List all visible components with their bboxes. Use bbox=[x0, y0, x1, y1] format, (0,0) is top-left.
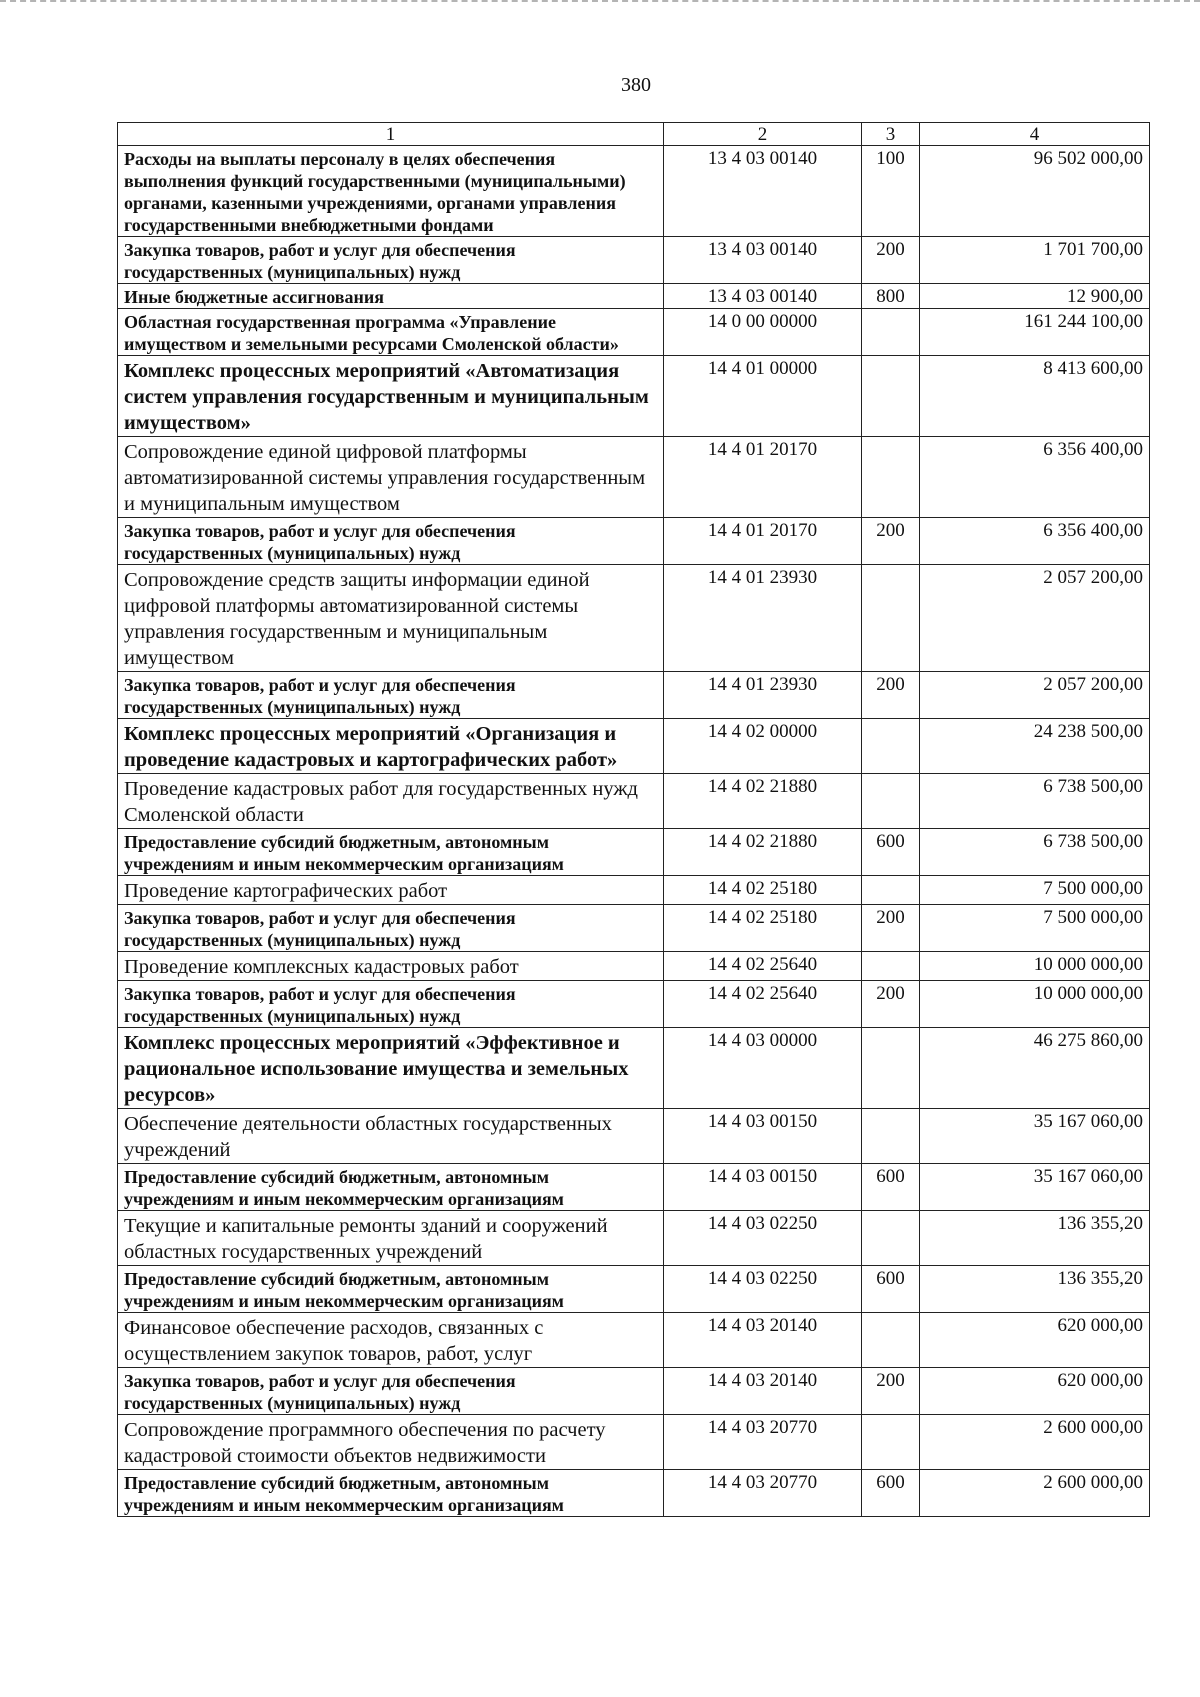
row-expense-type-cell: 800 bbox=[862, 284, 920, 309]
row-code-cell: 14 4 02 25640 bbox=[664, 981, 862, 1028]
row-name-cell: Сопровождение единой цифровой платформы автоматизированной системы управления государственным и муниципальным имуществом bbox=[118, 437, 664, 518]
row-name-cell: Предоставление субсидий бюджетным, автономным учреждениям и иным некоммерческим организациям bbox=[118, 1266, 664, 1313]
row-code-cell: 14 4 03 00000 bbox=[664, 1028, 862, 1109]
row-expense-type-cell bbox=[862, 952, 920, 981]
row-code-cell: 14 4 03 00150 bbox=[664, 1164, 862, 1211]
row-expense-type-cell bbox=[862, 437, 920, 518]
row-code-cell: 14 4 01 20170 bbox=[664, 518, 862, 565]
row-name-cell: Областная государственная программа «Управление имуществом и земельными ресурсами Смоленской области» bbox=[118, 309, 664, 356]
table-row bbox=[118, 1266, 1150, 1313]
row-name-cell: Сопровождение средств защиты информации единой цифровой платформы автоматизированной системы управления государственным и муниципальным имуществом bbox=[118, 565, 664, 672]
table-row bbox=[118, 309, 1150, 356]
budget-table bbox=[117, 122, 1150, 1517]
row-expense-type-cell bbox=[862, 309, 920, 356]
row-code-cell: 14 4 01 23930 bbox=[664, 672, 862, 719]
row-amount-cell: 7 500 000,00 bbox=[920, 876, 1150, 905]
row-name-cell: Сопровождение программного обеспечения по расчету кадастровой стоимости объектов недвижимости bbox=[118, 1415, 664, 1470]
row-name-cell: Закупка товаров, работ и услуг для обеспечения государственных (муниципальных) нужд bbox=[118, 981, 664, 1028]
row-name-cell: Финансовое обеспечение расходов, связанных с осуществлением закупок товаров, работ, услуг bbox=[118, 1313, 664, 1368]
table-row bbox=[118, 774, 1150, 829]
row-code-cell: 14 4 02 25180 bbox=[664, 905, 862, 952]
row-code-cell: 14 4 03 20770 bbox=[664, 1415, 862, 1470]
row-code-cell: 13 4 03 00140 bbox=[664, 237, 862, 284]
table-row bbox=[118, 565, 1150, 672]
row-name-cell: Текущие и капитальные ремонты зданий и сооружений областных государственных учреждений bbox=[118, 1211, 664, 1266]
row-expense-type-cell: 600 bbox=[862, 829, 920, 876]
row-expense-type-cell: 200 bbox=[862, 1368, 920, 1415]
row-expense-type-cell bbox=[862, 719, 920, 774]
table-row bbox=[118, 905, 1150, 952]
row-expense-type-cell: 200 bbox=[862, 237, 920, 284]
row-expense-type-cell bbox=[862, 774, 920, 829]
row-name-cell: Проведение картографических работ bbox=[118, 876, 664, 905]
row-amount-cell: 24 238 500,00 bbox=[920, 719, 1150, 774]
row-expense-type-cell bbox=[862, 565, 920, 672]
row-expense-type-cell: 100 bbox=[862, 146, 920, 237]
table-row bbox=[118, 1368, 1150, 1415]
row-code-cell: 14 4 02 25180 bbox=[664, 876, 862, 905]
row-expense-type-cell bbox=[862, 1313, 920, 1368]
row-code-cell: 14 4 02 25640 bbox=[664, 952, 862, 981]
column-header-4: 4 bbox=[920, 123, 1150, 146]
row-code-cell: 13 4 03 00140 bbox=[664, 146, 862, 237]
row-code-cell: 14 4 03 20770 bbox=[664, 1470, 862, 1517]
row-name-cell: Закупка товаров, работ и услуг для обеспечения государственных (муниципальных) нужд bbox=[118, 1368, 664, 1415]
row-expense-type-cell bbox=[862, 1415, 920, 1470]
table-row bbox=[118, 1415, 1150, 1470]
row-expense-type-cell: 600 bbox=[862, 1164, 920, 1211]
row-code-cell: 14 0 00 00000 bbox=[664, 309, 862, 356]
row-expense-type-cell: 200 bbox=[862, 981, 920, 1028]
table-row bbox=[118, 876, 1150, 905]
row-expense-type-cell: 200 bbox=[862, 518, 920, 565]
row-name-cell: Проведение кадастровых работ для государственных нужд Смоленской области bbox=[118, 774, 664, 829]
table-row bbox=[118, 719, 1150, 774]
row-amount-cell: 96 502 000,00 bbox=[920, 146, 1150, 237]
row-expense-type-cell bbox=[862, 1211, 920, 1266]
row-amount-cell: 620 000,00 bbox=[920, 1313, 1150, 1368]
table-row bbox=[118, 1211, 1150, 1266]
row-amount-cell: 2 057 200,00 bbox=[920, 565, 1150, 672]
row-expense-type-cell: 600 bbox=[862, 1266, 920, 1313]
row-name-cell: Комплекс процессных мероприятий «Организация и проведение кадастровых и картографических работ» bbox=[118, 719, 664, 774]
row-amount-cell: 35 167 060,00 bbox=[920, 1164, 1150, 1211]
row-code-cell: 14 4 02 00000 bbox=[664, 719, 862, 774]
row-code-cell: 14 4 02 21880 bbox=[664, 774, 862, 829]
row-code-cell: 14 4 03 00150 bbox=[664, 1109, 862, 1164]
row-name-cell: Комплекс процессных мероприятий «Эффективное и рациональное использование имущества и земельных ресурсов» bbox=[118, 1028, 664, 1109]
row-name-cell: Закупка товаров, работ и услуг для обеспечения государственных (муниципальных) нужд bbox=[118, 672, 664, 719]
row-amount-cell: 161 244 100,00 bbox=[920, 309, 1150, 356]
table-row bbox=[118, 672, 1150, 719]
table-row bbox=[118, 356, 1150, 437]
row-name-cell: Обеспечение деятельности областных государственных учреждений bbox=[118, 1109, 664, 1164]
table-row bbox=[118, 829, 1150, 876]
row-amount-cell: 46 275 860,00 bbox=[920, 1028, 1150, 1109]
row-amount-cell: 2 600 000,00 bbox=[920, 1470, 1150, 1517]
row-code-cell: 14 4 01 20170 bbox=[664, 437, 862, 518]
scan-edge-line bbox=[0, 0, 1200, 5]
row-amount-cell: 2 057 200,00 bbox=[920, 672, 1150, 719]
row-name-cell: Закупка товаров, работ и услуг для обеспечения государственных (муниципальных) нужд bbox=[118, 518, 664, 565]
table-body bbox=[118, 146, 1150, 1517]
row-name-cell: Предоставление субсидий бюджетным, автономным учреждениям и иным некоммерческим организациям bbox=[118, 829, 664, 876]
row-code-cell: 14 4 03 02250 bbox=[664, 1211, 862, 1266]
row-name-cell: Иные бюджетные ассигнования bbox=[118, 284, 664, 309]
column-header-2: 2 bbox=[664, 123, 862, 146]
row-expense-type-cell bbox=[862, 356, 920, 437]
row-amount-cell: 6 738 500,00 bbox=[920, 774, 1150, 829]
page-number: 380 bbox=[621, 74, 651, 96]
row-code-cell: 14 4 03 02250 bbox=[664, 1266, 862, 1313]
row-amount-cell: 136 355,20 bbox=[920, 1211, 1150, 1266]
row-amount-cell: 6 356 400,00 bbox=[920, 518, 1150, 565]
row-expense-type-cell bbox=[862, 1028, 920, 1109]
row-code-cell: 14 4 03 20140 bbox=[664, 1368, 862, 1415]
table-row bbox=[118, 518, 1150, 565]
row-amount-cell: 2 600 000,00 bbox=[920, 1415, 1150, 1470]
table-row bbox=[118, 1313, 1150, 1368]
table-row bbox=[118, 437, 1150, 518]
row-amount-cell: 620 000,00 bbox=[920, 1368, 1150, 1415]
row-name-cell: Предоставление субсидий бюджетным, автономным учреждениям и иным некоммерческим организациям bbox=[118, 1470, 664, 1517]
table-row bbox=[118, 146, 1150, 237]
row-code-cell: 14 4 03 20140 bbox=[664, 1313, 862, 1368]
row-expense-type-cell: 200 bbox=[862, 672, 920, 719]
table-row bbox=[118, 952, 1150, 981]
row-amount-cell: 6 356 400,00 bbox=[920, 437, 1150, 518]
row-amount-cell: 10 000 000,00 bbox=[920, 952, 1150, 981]
row-expense-type-cell bbox=[862, 1109, 920, 1164]
row-amount-cell: 6 738 500,00 bbox=[920, 829, 1150, 876]
row-name-cell: Закупка товаров, работ и услуг для обеспечения государственных (муниципальных) нужд bbox=[118, 237, 664, 284]
row-name-cell: Закупка товаров, работ и услуг для обеспечения государственных (муниципальных) нужд bbox=[118, 905, 664, 952]
row-amount-cell: 35 167 060,00 bbox=[920, 1109, 1150, 1164]
row-expense-type-cell: 600 bbox=[862, 1470, 920, 1517]
column-header-3: 3 bbox=[862, 123, 920, 146]
row-expense-type-cell: 200 bbox=[862, 905, 920, 952]
column-header-1: 1 bbox=[118, 123, 664, 146]
row-amount-cell: 7 500 000,00 bbox=[920, 905, 1150, 952]
table-row bbox=[118, 1470, 1150, 1517]
table-row bbox=[118, 1028, 1150, 1109]
row-code-cell: 14 4 02 21880 bbox=[664, 829, 862, 876]
table-row bbox=[118, 981, 1150, 1028]
row-amount-cell: 136 355,20 bbox=[920, 1266, 1150, 1313]
row-code-cell: 14 4 01 00000 bbox=[664, 356, 862, 437]
row-expense-type-cell bbox=[862, 876, 920, 905]
row-name-cell: Предоставление субсидий бюджетным, автономным учреждениям и иным некоммерческим организациям bbox=[118, 1164, 664, 1211]
row-amount-cell: 12 900,00 bbox=[920, 284, 1150, 309]
row-amount-cell: 1 701 700,00 bbox=[920, 237, 1150, 284]
row-amount-cell: 10 000 000,00 bbox=[920, 981, 1150, 1028]
row-name-cell: Расходы на выплаты персоналу в целях обеспечения выполнения функций государственными (муниципальными) органами, казенными учреждениями, органами управления государственными внебюджетными фондами bbox=[118, 146, 664, 237]
table-row bbox=[118, 284, 1150, 309]
table-row bbox=[118, 1164, 1150, 1211]
row-name-cell: Проведение комплексных кадастровых работ bbox=[118, 952, 664, 981]
table-row bbox=[118, 237, 1150, 284]
table-row bbox=[118, 1109, 1150, 1164]
table-header-row bbox=[118, 123, 1150, 146]
row-amount-cell: 8 413 600,00 bbox=[920, 356, 1150, 437]
row-code-cell: 13 4 03 00140 bbox=[664, 284, 862, 309]
row-name-cell: Комплекс процессных мероприятий «Автоматизация систем управления государственным и муниципальным имуществом» bbox=[118, 356, 664, 437]
row-code-cell: 14 4 01 23930 bbox=[664, 565, 862, 672]
